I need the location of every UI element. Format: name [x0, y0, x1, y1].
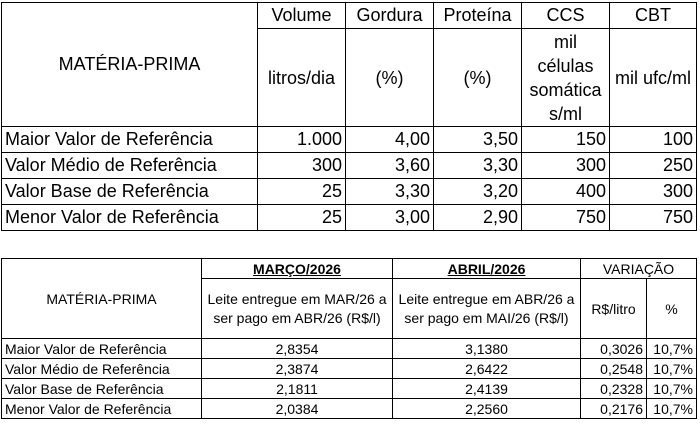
value-cell: 3,30 [434, 153, 522, 179]
variation-col-rs: R$/litro [581, 279, 647, 339]
variation-col-pct: % [647, 279, 697, 339]
month2-value: 3,1380 [393, 339, 581, 359]
variation-pct: 10,7% [647, 339, 697, 359]
month2-value: 2,2560 [393, 399, 581, 419]
column-header-cbt: CBT [610, 3, 697, 29]
row-label: Maior Valor de Referência [2, 127, 258, 153]
price-variation-table [1, 258, 697, 419]
value-cell: 400 [522, 179, 610, 205]
table-row [2, 179, 697, 205]
value-cell: 25 [258, 179, 346, 205]
unit-gordura: (%) [346, 29, 434, 127]
value-cell: 3,30 [346, 179, 434, 205]
table-row [2, 127, 697, 153]
month2-title: ABRIL/2026 [393, 259, 581, 279]
unit-cbt: mil ufc/ml [610, 29, 697, 127]
row-label: Valor Base de Referência [2, 179, 258, 205]
column-header-ccs: CCS [522, 3, 610, 29]
column-header-gordura: Gordura [346, 3, 434, 29]
table-header-row [2, 259, 697, 279]
row-header-cell: MATÉRIA-PRIMA [2, 3, 258, 127]
unit-proteina: (%) [434, 29, 522, 127]
variation-value: 0,2328 [581, 379, 647, 399]
value-cell: 3,60 [346, 153, 434, 179]
variation-pct: 10,7% [647, 379, 697, 399]
table-row [2, 399, 697, 419]
month1-value: 2,1811 [202, 379, 393, 399]
variation-title: VARIAÇÃO [581, 259, 697, 279]
value-cell: 2,90 [434, 205, 522, 231]
row-header-cell: MATÉRIA-PRIMA [2, 259, 202, 339]
variation-pct: 10,7% [647, 359, 697, 379]
value-cell: 750 [522, 205, 610, 231]
month2-desc: Leite entregue em ABR/26 a ser pago em MAI/26 (R$/l) [393, 279, 581, 339]
variation-value: 0,3026 [581, 339, 647, 359]
value-cell: 100 [610, 127, 697, 153]
variation-value: 0,2176 [581, 399, 647, 419]
unit-volume: litros/dia [258, 29, 346, 127]
value-cell: 300 [610, 179, 697, 205]
month1-value: 2,0384 [202, 399, 393, 419]
row-label: Valor Médio de Referência [2, 359, 202, 379]
table-row [2, 379, 697, 399]
month1-value: 2,3874 [202, 359, 393, 379]
value-cell: 150 [522, 127, 610, 153]
unit-ccs: mil células somática s/ml [522, 29, 610, 127]
table-row [2, 359, 697, 379]
table-row [2, 153, 697, 179]
variation-pct: 10,7% [647, 399, 697, 419]
value-cell: 300 [258, 153, 346, 179]
reference-values-table [1, 2, 697, 231]
table-row [2, 339, 697, 359]
value-cell: 4,00 [346, 127, 434, 153]
month1-title: MARÇO/2026 [202, 259, 393, 279]
value-cell: 3,00 [346, 205, 434, 231]
value-cell: 250 [610, 153, 697, 179]
month1-value: 2,8354 [202, 339, 393, 359]
table-row [2, 205, 697, 231]
row-label: Menor Valor de Referência [2, 399, 202, 419]
value-cell: 25 [258, 205, 346, 231]
month2-value: 2,6422 [393, 359, 581, 379]
column-header-proteina: Proteína [434, 3, 522, 29]
row-label: Valor Base de Referência [2, 379, 202, 399]
value-cell: 3,20 [434, 179, 522, 205]
month1-desc: Leite entregue em MAR/26 a ser pago em ABR/26 (R$/l) [202, 279, 393, 339]
row-label: Maior Valor de Referência [2, 339, 202, 359]
table-header-row [2, 3, 697, 29]
value-cell: 300 [522, 153, 610, 179]
row-label: Valor Médio de Referência [2, 153, 258, 179]
variation-value: 0,2548 [581, 359, 647, 379]
value-cell: 3,50 [434, 127, 522, 153]
row-label: Menor Valor de Referência [2, 205, 258, 231]
column-header-volume: Volume [258, 3, 346, 29]
value-cell: 1.000 [258, 127, 346, 153]
month2-value: 2,4139 [393, 379, 581, 399]
value-cell: 750 [610, 205, 697, 231]
